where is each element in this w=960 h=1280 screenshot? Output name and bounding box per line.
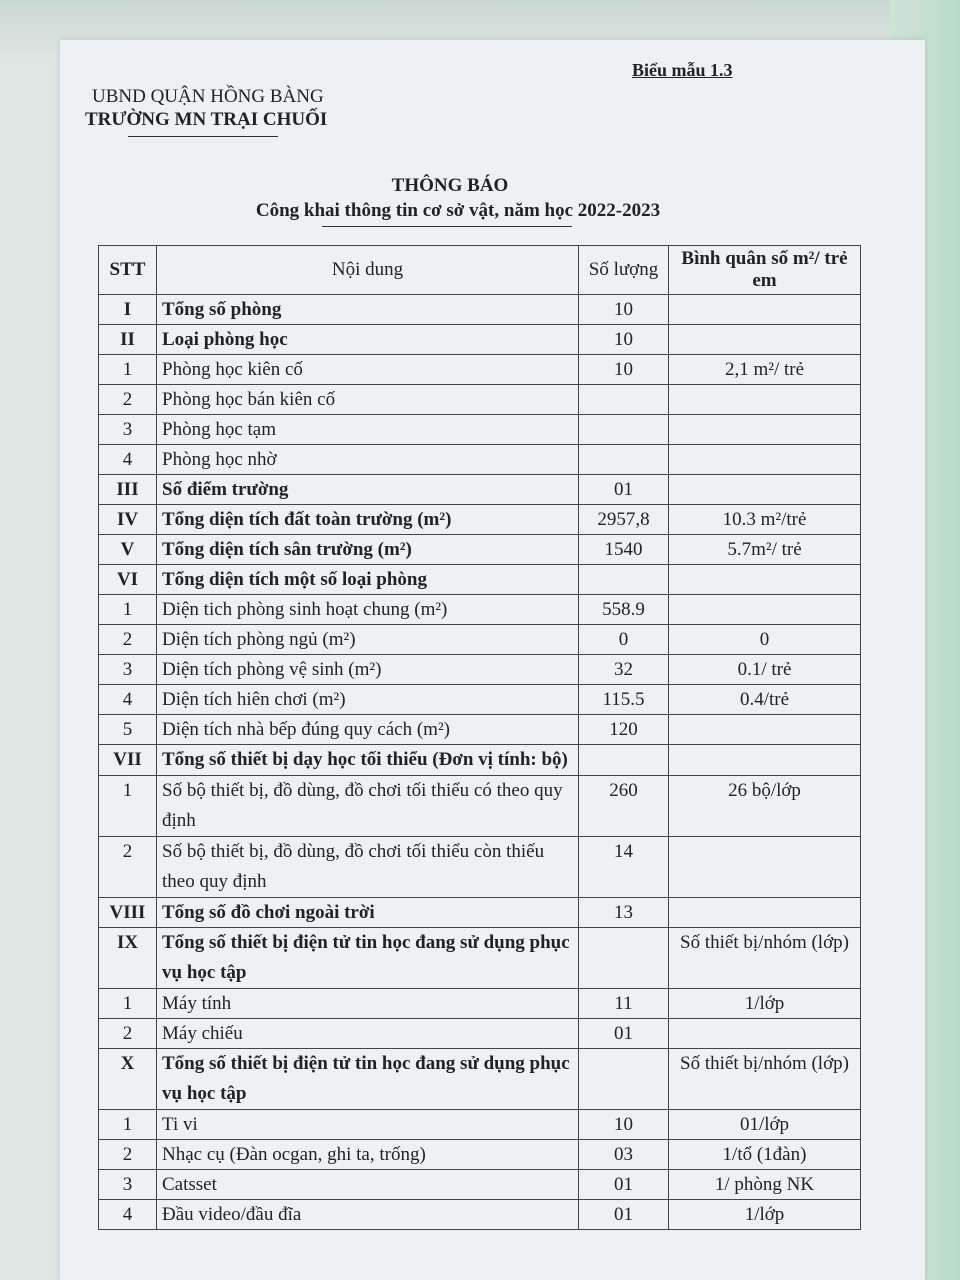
row-stt: 2: [99, 625, 157, 655]
table-row: [99, 1019, 861, 1049]
row-quantity: [579, 928, 669, 989]
row-stt: 1: [99, 1110, 157, 1140]
row-quantity: [579, 415, 669, 445]
row-stt: II: [99, 325, 157, 355]
row-average: [669, 475, 861, 505]
document-subtitle: Công khai thông tin cơ sở vật, năm học 2022-2023: [255, 200, 661, 221]
row-stt: 3: [99, 415, 157, 445]
row-stt: I: [99, 295, 157, 325]
table-row: [99, 898, 861, 928]
row-average: [669, 595, 861, 625]
row-quantity: 01: [579, 1019, 669, 1049]
row-stt: 1: [99, 776, 157, 837]
table-row: [99, 837, 861, 898]
row-stt: IV: [99, 505, 157, 535]
row-quantity: 10: [579, 325, 669, 355]
row-average: 01/lớp: [669, 1110, 861, 1140]
row-stt: VI: [99, 565, 157, 595]
table-row: [99, 385, 861, 415]
row-content: Tổng số thiết bị dạy học tối thiểu (Đơn vị tính: bộ): [157, 745, 579, 776]
row-content: Diện tích phòng vệ sinh (m²): [157, 655, 579, 685]
row-quantity: 1540: [579, 535, 669, 565]
row-quantity: 11: [579, 989, 669, 1019]
row-quantity: 32: [579, 655, 669, 685]
row-quantity: 115.5: [579, 685, 669, 715]
row-stt: 1: [99, 595, 157, 625]
row-average: [669, 385, 861, 415]
document-title: THÔNG BÁO: [391, 175, 509, 196]
row-average: [669, 295, 861, 325]
table-row: [99, 685, 861, 715]
row-average: [669, 565, 861, 595]
row-content: Diện tích nhà bếp đúng quy cách (m²): [157, 715, 579, 745]
row-quantity: 0: [579, 625, 669, 655]
row-quantity: 10: [579, 1110, 669, 1140]
header-divider: [128, 136, 278, 137]
row-content: Phòng học kiên cố: [157, 355, 579, 385]
row-quantity: 2957,8: [579, 505, 669, 535]
subtitle-underline: [322, 226, 572, 227]
table-row: [99, 355, 861, 385]
row-content: Diện tích phòng ngủ (m²): [157, 625, 579, 655]
table-row: [99, 1049, 861, 1110]
row-content: Tổng số phòng: [157, 295, 579, 325]
row-stt: 2: [99, 837, 157, 898]
row-average: 1/lớp: [669, 989, 861, 1019]
row-average: [669, 898, 861, 928]
row-content: Số bộ thiết bị, đồ dùng, đồ chơi tối thiểu có theo quy định: [157, 776, 579, 837]
table-row: [99, 625, 861, 655]
row-content: Ti vi: [157, 1110, 579, 1140]
row-content: Diện tích hiên chơi (m²): [157, 685, 579, 715]
row-average: 26 bộ/lớp: [669, 776, 861, 837]
row-stt: VII: [99, 745, 157, 776]
column-header-quantity: Số lượng: [579, 246, 669, 295]
table-row: [99, 595, 861, 625]
row-average: Số thiết bị/nhóm (lớp): [669, 1049, 861, 1110]
row-stt: 4: [99, 685, 157, 715]
row-content: Đầu video/đầu đĩa: [157, 1200, 579, 1230]
table-row: [99, 989, 861, 1019]
row-average: [669, 715, 861, 745]
column-header-stt: STT: [99, 246, 157, 295]
row-stt: IX: [99, 928, 157, 989]
row-average: Số thiết bị/nhóm (lớp): [669, 928, 861, 989]
row-stt: X: [99, 1049, 157, 1110]
row-stt: 3: [99, 1170, 157, 1200]
table-row: [99, 1140, 861, 1170]
row-content: Tổng diện tích sân trường (m²): [157, 535, 579, 565]
row-quantity: 14: [579, 837, 669, 898]
row-quantity: [579, 445, 669, 475]
row-content: Phòng học tạm: [157, 415, 579, 445]
row-content: Tổng số thiết bị điện tử tin học đang sử dụng phục vụ học tập: [157, 928, 579, 989]
table-body: [99, 295, 861, 1230]
table-row: [99, 505, 861, 535]
row-quantity: 01: [579, 1200, 669, 1230]
school-name: TRƯỜNG MN TRẠI CHUỐI: [85, 109, 328, 130]
row-stt: 1: [99, 355, 157, 385]
row-average: 0.4/trẻ: [669, 685, 861, 715]
table-row: [99, 715, 861, 745]
row-content: Phòng học nhờ: [157, 445, 579, 475]
row-stt: 4: [99, 445, 157, 475]
row-content: Nhạc cụ (Đàn ocgan, ghi ta, trống): [157, 1140, 579, 1170]
row-content: Tổng diện tích đất toàn trường (m²): [157, 505, 579, 535]
table-row: [99, 565, 861, 595]
table-row: [99, 415, 861, 445]
form-number: Biểu mẫu 1.3: [632, 60, 733, 80]
row-stt: 5: [99, 715, 157, 745]
row-quantity: 120: [579, 715, 669, 745]
row-content: Tổng số đồ chơi ngoài trời: [157, 898, 579, 928]
row-stt: 1: [99, 989, 157, 1019]
row-quantity: [579, 745, 669, 776]
table-row: [99, 1200, 861, 1230]
table-row: [99, 776, 861, 837]
row-content: Tổng diện tích một số loại phòng: [157, 565, 579, 595]
table-row: [99, 535, 861, 565]
row-quantity: 13: [579, 898, 669, 928]
row-quantity: 01: [579, 1170, 669, 1200]
row-average: 5.7m²/ trẻ: [669, 535, 861, 565]
row-average: [669, 837, 861, 898]
row-average: 2,1 m²/ trẻ: [669, 355, 861, 385]
row-quantity: 10: [579, 355, 669, 385]
row-content: Số điểm trường: [157, 475, 579, 505]
row-quantity: 01: [579, 475, 669, 505]
row-content: Số bộ thiết bị, đồ dùng, đồ chơi tối thiểu còn thiếu theo quy định: [157, 837, 579, 898]
row-content: Máy chiếu: [157, 1019, 579, 1049]
row-average: [669, 745, 861, 776]
table-row: [99, 1110, 861, 1140]
row-stt: 4: [99, 1200, 157, 1230]
row-stt: 3: [99, 655, 157, 685]
row-average: [669, 415, 861, 445]
row-content: Diện tich phòng sinh hoạt chung (m²): [157, 595, 579, 625]
row-stt: 2: [99, 385, 157, 415]
row-quantity: 260: [579, 776, 669, 837]
row-average: 0: [669, 625, 861, 655]
row-stt: III: [99, 475, 157, 505]
row-content: Phòng học bán kiên cố: [157, 385, 579, 415]
row-content: Loại phòng học: [157, 325, 579, 355]
table-row: [99, 295, 861, 325]
row-quantity: [579, 385, 669, 415]
table-row: [99, 445, 861, 475]
table-row: [99, 1170, 861, 1200]
row-content: Tổng số thiết bị điện tử tin học đang sử dụng phục vụ học tập: [157, 1049, 579, 1110]
row-average: 1/tổ (1đàn): [669, 1140, 861, 1170]
row-quantity: 10: [579, 295, 669, 325]
row-content: Catsset: [157, 1170, 579, 1200]
row-stt: 2: [99, 1019, 157, 1049]
row-quantity: [579, 1049, 669, 1110]
facilities-table: [98, 245, 861, 1230]
row-average: 1/lớp: [669, 1200, 861, 1230]
table-header-row: [99, 246, 861, 295]
table-row: [99, 928, 861, 989]
row-quantity: 03: [579, 1140, 669, 1170]
row-content: Máy tính: [157, 989, 579, 1019]
table-row: [99, 325, 861, 355]
column-header-average: Bình quân số m²/ trẻ em: [669, 246, 861, 295]
table-row: [99, 745, 861, 776]
row-stt: 2: [99, 1140, 157, 1170]
agency-name: UBND QUẬN HỒNG BÀNG: [92, 86, 324, 107]
row-quantity: 558.9: [579, 595, 669, 625]
table-row: [99, 475, 861, 505]
table-row: [99, 655, 861, 685]
row-average: 0.1/ trẻ: [669, 655, 861, 685]
row-average: 1/ phòng NK: [669, 1170, 861, 1200]
row-average: [669, 1019, 861, 1049]
row-average: 10.3 m²/trẻ: [669, 505, 861, 535]
row-stt: VIII: [99, 898, 157, 928]
row-average: [669, 445, 861, 475]
column-header-content: Nội dung: [157, 246, 579, 295]
row-average: [669, 325, 861, 355]
row-quantity: [579, 565, 669, 595]
row-stt: V: [99, 535, 157, 565]
